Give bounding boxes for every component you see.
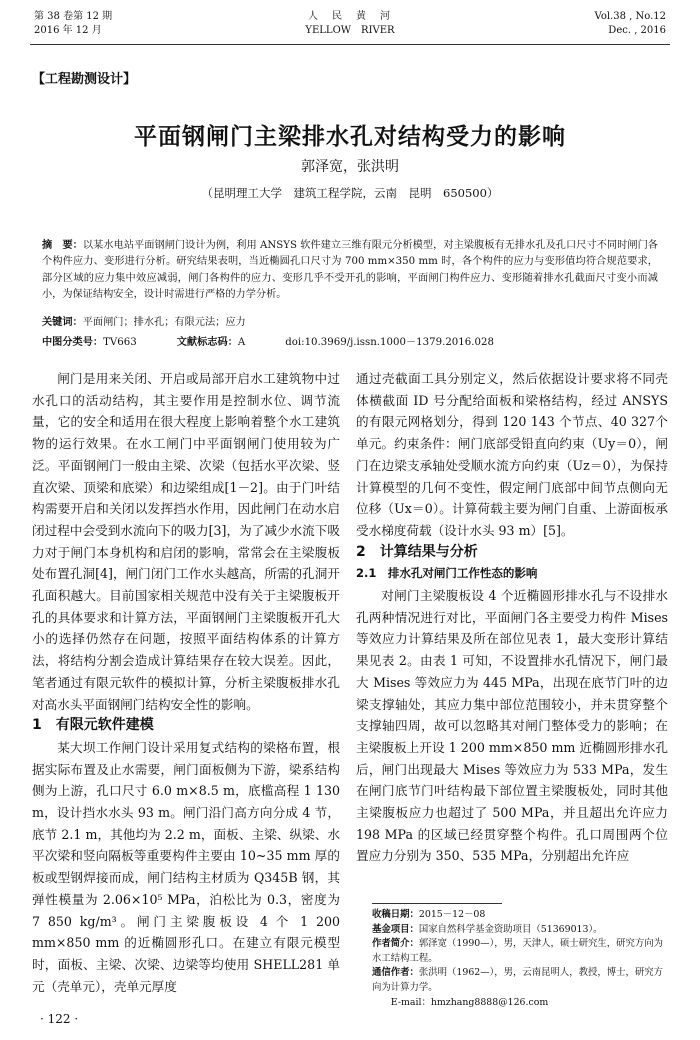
header-rule [30, 44, 670, 45]
journal-name-cn: 人 民 黄 河 [308, 11, 392, 22]
publication-date: 2016 年 12 月 [34, 25, 102, 36]
volume-issue-en: Vol.38 , No.12 [594, 11, 666, 22]
doi: doi:10.3969/j.issn.1000－1379.2016.028 [285, 337, 494, 348]
results-paragraph: 对闸门主梁腹板设 4 个近椭圆形排水孔与不设排水孔两种情况进行对比，平面闸门各主要受力构件 Mises 等效应力计算结果及所在部位见表 1，最大变形计算结果见表 2。由表 1 可知，不设置排水孔情况下，闸门最大 Mises 等效应力为 445 MPa，出现在底节门叶的边梁支撑轴处，其应力集中部位范围较小，并未贯穿整个支撑轴四周，故可以忽略其对闸门整体受力的影响；在主梁腹板上开设 1 200 mm×850 mm 近椭圆形排水孔后，闸门出现最大 Mises 等效应力为 533 MPa，发生在闸门底节门叶结构最下部位置主梁腹板处，同时其他主梁腹板应力也超过了 500 MPa，并且超出允许应力 198 MPa 的区域已经贯穿整个构件。孔口周围两个位置应力分别为 350、535 MPa，分别超出允许应 [356, 588, 668, 864]
paper-title: 平面钢闸门主梁排水孔对结构受力的影响 [134, 124, 566, 150]
abstract-label: 摘 要： [42, 240, 83, 251]
author-bio-label: 作者简介： [372, 938, 419, 950]
keywords-label: 关键词： [42, 317, 83, 328]
email: E-mail：hmzhang8888@126.com [390, 996, 549, 1008]
fund-info [372, 923, 672, 938]
body-left-column [32, 368, 340, 997]
abstract-text: 以某水电站平面钢闸门设计为例，利用 ANSYS 软件建立三维有限元分析模型，对主梁腹板有无排水孔及孔口尺寸不同时闸门各个构件应力、变形进行分析。研究结果表明，当近椭圆孔口尺寸为 700 mm×350 mm 时，各个构件的应力与变形值均符合规范要求，部分区域的应力集中效应减弱，闸门各构件的应力、变形几乎不受开孔的影响，平面闸门构件应力、变形随着排水孔截面尺寸变小而减小，为保证结构安全，设计时需进行严格的力学分析。 [42, 240, 658, 301]
footnote-rule [372, 903, 502, 904]
publication-date-en: Dec. , 2016 [608, 25, 666, 36]
corresponding-author [372, 966, 672, 995]
section-2-1-heading: 2.1 排水孔对闸门工作性态的影响 [356, 566, 538, 581]
clc-code: TV663 [103, 337, 137, 348]
received-label: 收稿日期： [372, 909, 419, 920]
journal-volume-info-en [595, 10, 666, 38]
section-1-heading: 1 有限元软件建模 [32, 717, 154, 734]
keywords-text: 平面闸门；排水孔；有限元法；应力 [82, 317, 246, 328]
modeling-paragraph: 某大坝工作闸门设计采用复式结构的梁格布置，根据实际布置及止水需要，闸门面板侧为下游，梁系结构侧为上游，孔口尺寸 6.0 m×8.5 m，底槛高程 1 130 m，设计挡水水头 93 m。闸门沿门高方向分成 4 节，底节 2.1 m，其他均为 2.2 m，面板、主梁、纵梁、水平次梁和竖向隔板等重要构件主要由 10~35 mm 厚的板或型钢焊接而成，闸门结构主材质为 Q345B 钢，其弹性模量为 2.06×10⁵ MPa，泊松比为 0.3，密度为 7 850 kg/m³。闸门主梁腹板设 4 个 1 200 mm×850 mm 的近椭圆形孔口。在建立有限元模型时，面板、主梁、次梁、边梁等均使用 SHELL281 单元（壳单元），壳单元厚度 [32, 739, 340, 994]
received-value: 2015－12－08 [418, 909, 486, 920]
classification-line [42, 333, 658, 348]
doc-code-label: 文献标志码： [176, 337, 238, 348]
abstract [42, 238, 658, 304]
corr-value: 张洪明（1962—），男，云南昆明人，教授，博士，研究方向为计算力学。 [372, 967, 664, 993]
author-bio [372, 937, 672, 966]
intro-paragraph: 闸门是用来关闭、开启或局部开启水工建筑物中过水孔口的活动结构，其主要作用是控制水位、调节流量，它的安全和适用在很大程度上影响着整个水工建筑物的运行效果。在水工闸门中平面钢闸门使用较为广泛。平面钢闸门一般由主梁、次梁（包括水平次梁、竖直次梁、顶梁和底梁）和边梁组成[1－2]。由于门叶结构需要开启和关闭以发挥挡水作用，因此闸门在动水启闭过程中会受到水流向下的吸力[3]，为了减少水流下吸力对于闸门本身机构和启闭的影响，常常会在主梁腹板处布置孔洞[4]，闸门闭门工作水头越高，所需的孔洞开孔面积越大。目前国家相关规范中没有关于主梁腹板开孔的具体要求和计算方法，平面钢闸门主梁腹板开孔大小的选择仍然存在问题，按照平面结构体系的计算方法，将结构分割会造成计算结果存在较大误差。因此，笔者通过有限元软件的模拟计算，分析主梁腹板排水孔对高水头平面钢闸门结构安全性的影响。 [32, 371, 340, 712]
corr-label: 通信作者： [372, 967, 419, 979]
modeling-continued-paragraph: 通过壳截面工具分别定义，然后依据设计要求将不同壳体横截面 ID 号分配给面板和梁格结构，经过 ANSYS 的有限元网格划分，得到 120 143 个节点、40 327个单元。约束条件：闸门底部受铅直向约束（Uy＝0），闸门在边梁支承轴处受顺水流方向约束（Uz＝0），为保持计算模型的几何不变性，假定闸门底部中间节点侧向无位移（Ux＝0）。计算荷载主要为闸门自重、上游面板承受水梯度荷载（设计水头 93 m）[5]。 [356, 371, 668, 538]
section-2-heading: 2 计算结果与分析 [356, 543, 478, 560]
fund-label: 基金项目： [372, 923, 419, 935]
fund-value: 国家自然科学基金资助项目（51369013）。 [418, 923, 603, 935]
paper-authors: 郭泽宽，张洪明 [301, 159, 399, 175]
keywords [42, 313, 246, 328]
doc-code: A [237, 337, 246, 348]
body-right-column [356, 368, 668, 867]
author-affiliation: （昆明理工大学 建筑工程学院，云南 昆明 650500） [201, 186, 499, 200]
volume-issue: 第 38 卷第 12 期 [34, 11, 113, 22]
footnote [372, 908, 672, 1010]
author-bio-value: 郭泽宽（1990—），男，天津人，硕士研究生，研究方向为水工结构工程。 [372, 938, 664, 964]
received-date [372, 908, 672, 923]
journal-name-en: YELLOW RIVER [305, 25, 395, 36]
section-tag: 【工程勘测设计】 [32, 72, 137, 87]
page-number: · 122 · [40, 1012, 79, 1026]
clc-label: 中图分类号： [42, 337, 104, 348]
